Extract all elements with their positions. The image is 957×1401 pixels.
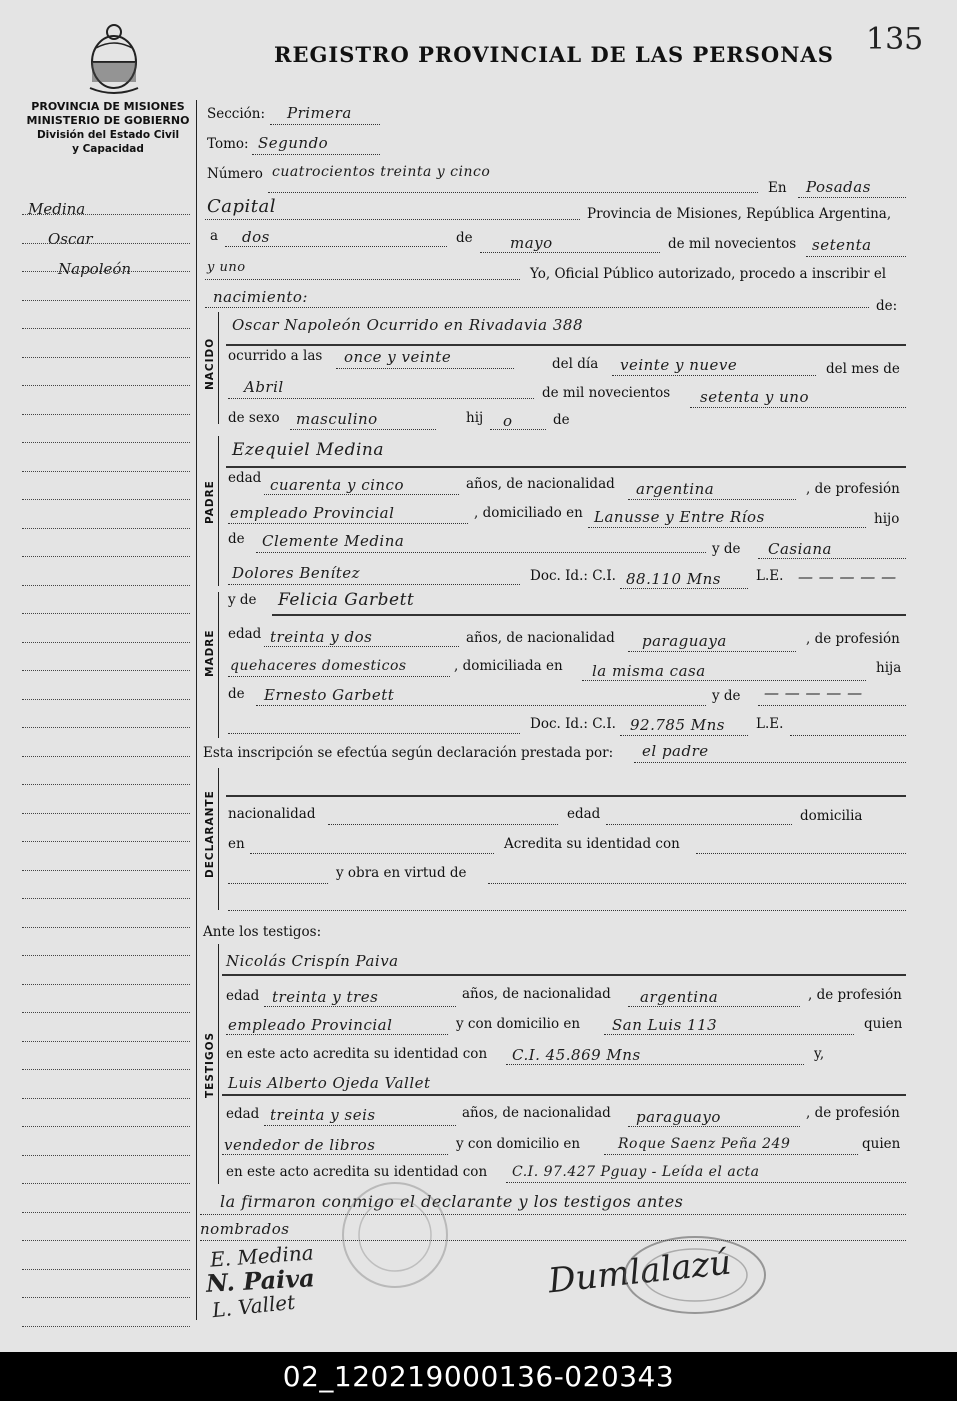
- nacido-anio: setenta y uno: [700, 388, 809, 406]
- margin-ruled-line: [22, 499, 190, 500]
- tipo-inscripcion: nacimiento:: [213, 288, 308, 306]
- image-id-footer: 02_120219000136-020343: [0, 1352, 957, 1401]
- page-title: REGISTRO PROVINCIAL DE LAS PERSONAS: [274, 42, 834, 67]
- margin-ruled-line: [22, 300, 190, 301]
- madre-edad: treinta y dos: [270, 628, 373, 646]
- cierre-linea-1: la firmaron conmigo el declarante y los testigos antes: [220, 1192, 684, 1211]
- fecha-anio-cont: y uno: [207, 260, 246, 275]
- section-tag-testigos: TESTIGOS: [204, 1031, 216, 1098]
- testigos-ante-label: Ante los testigos:: [203, 924, 322, 940]
- madre-hija-label: hija: [876, 660, 902, 676]
- abuelo-materno: Ernesto Garbett: [264, 686, 395, 704]
- testigo2-prof-label: , de profesión: [806, 1105, 900, 1121]
- testigo2-acredita: C.I. 97.427 Pguay - Leída el acta: [512, 1164, 760, 1180]
- testigo2-nombre: Luis Alberto Ojeda Vallet: [228, 1074, 431, 1092]
- madre-dom-label: , domiciliada en: [454, 658, 563, 674]
- declarante-nac-label: nacionalidad: [228, 806, 316, 822]
- declarante-dom-label: domicilia: [800, 808, 863, 824]
- de-end-label: de:: [876, 298, 898, 314]
- nacido-hora: once y veinte: [344, 348, 452, 366]
- margin-ruled-line: [22, 1212, 190, 1213]
- madre-domicilio: la misma casa: [592, 662, 706, 680]
- madre-profesion: quehaceres domesticos: [230, 658, 407, 674]
- margin-ruled-line: [22, 385, 190, 386]
- nacido-dia: veinte y nueve: [620, 356, 738, 374]
- signature-testigo2: L. Vallet: [210, 1289, 297, 1323]
- hij-label: hij: [466, 410, 484, 426]
- testigo1-edad: treinta y tres: [272, 988, 379, 1006]
- declarante-acredita-label: Acredita su identidad con: [504, 836, 680, 852]
- padre-edad: cuarenta y cinco: [270, 476, 404, 494]
- margin-ruled-line: [22, 1012, 190, 1013]
- declarante-edad-label: edad: [567, 806, 601, 822]
- testigo1-dom-label: y con domicilio en: [456, 1016, 581, 1032]
- padre-doc-label: Doc. Id.: C.I.: [530, 568, 616, 584]
- section-tag-madre: MADRE: [204, 629, 216, 677]
- section-tag-padre: PADRE: [204, 480, 216, 524]
- margin-first-name: Oscar: [48, 230, 93, 248]
- provincia-text: Provincia de Misiones, República Argentina,: [587, 206, 892, 222]
- declarante-en-label: en: [228, 836, 245, 852]
- margin-ruled-line: [22, 642, 190, 643]
- madre-nac-label: años, de nacionalidad: [466, 630, 615, 646]
- margin-ruled-line: [22, 898, 190, 899]
- testigo1-nac-label: años, de nacionalidad: [462, 986, 611, 1002]
- margin-ruled-line: [22, 1240, 190, 1241]
- fecha-anio: setenta: [812, 236, 872, 254]
- signature-testigo1: N. Paiva: [205, 1263, 316, 1298]
- margin-ruled-line: [22, 1183, 190, 1184]
- ocurrido-label: ocurrido a las: [228, 348, 323, 364]
- madre-prof-label: , de profesión: [806, 631, 900, 647]
- testigo1-y-label: y,: [814, 1046, 825, 1062]
- madre-nacionalidad: paraguaya: [642, 632, 727, 650]
- sexo-label: de sexo: [228, 410, 280, 426]
- mil-label: de mil novecientos: [668, 236, 797, 252]
- padre-nombre: Ezequiel Medina: [232, 440, 384, 460]
- testigo2-profesion: vendedor de libros: [224, 1136, 376, 1154]
- margin-ruled-line: [22, 442, 190, 443]
- agency-line-3: División del Estado Civil: [36, 129, 180, 141]
- declarante-virtud-label: y obra en virtud de: [336, 865, 467, 881]
- madre-nombre: Felicia Garbett: [278, 590, 415, 610]
- official-stamp-icon: [620, 1230, 770, 1320]
- en-value: Posadas: [806, 178, 871, 196]
- section-tag-declarante: DECLARANTE: [204, 790, 216, 878]
- testigo2-edad-label: edad: [226, 1106, 260, 1122]
- testigo2-nac-label: años, de nacionalidad: [462, 1105, 611, 1121]
- margin-ruled-line: [22, 1041, 190, 1042]
- nacido-de-label: de: [553, 412, 570, 428]
- coat-of-arms-icon: [86, 18, 142, 96]
- page-number: 135: [866, 22, 924, 57]
- signature-declarante: E. Medina: [209, 1240, 315, 1272]
- en-cont-value: Capital: [207, 196, 277, 217]
- nacido-mil-label: de mil novecientos: [542, 385, 671, 401]
- testigo2-nacionalidad: paraguayo: [636, 1108, 721, 1126]
- tomo-label: Tomo:: [207, 136, 249, 152]
- seccion-value: Primera: [287, 104, 352, 122]
- margin-ruled-line: [22, 613, 190, 614]
- en-label: En: [768, 180, 787, 196]
- margin-ruled-line: [22, 927, 190, 928]
- oficial-text: Yo, Oficial Público autorizado, procedo a inscribir el: [530, 266, 887, 282]
- margin-ruled-line: [22, 984, 190, 985]
- madre-le-label: L.E.: [756, 716, 784, 732]
- madre-yde2-label: y de: [712, 688, 741, 704]
- numero-label: Número: [207, 166, 263, 182]
- fecha-mes: mayo: [510, 234, 553, 252]
- margin-ruled-line: [22, 955, 190, 956]
- testigo1-nombre: Nicolás Crispín Paiva: [226, 952, 399, 970]
- margin-ruled-line: [22, 1155, 190, 1156]
- padre-edad-label: edad: [228, 470, 262, 486]
- testigo2-acredita-label: en este acto acredita su identidad con: [226, 1164, 488, 1180]
- margin-ruled-line: [22, 528, 190, 529]
- agency-line-4: y Capacidad: [72, 143, 144, 155]
- testigo1-acredita-label: en este acto acredita su identidad con: [226, 1046, 488, 1062]
- padre-profesion: empleado Provincial: [230, 504, 395, 522]
- numero-value: cuatrocientos treinta y cinco: [272, 164, 491, 180]
- margin-ruled-line: [22, 670, 190, 671]
- margin-ruled-line: [22, 585, 190, 586]
- margin-ruled-line: [22, 214, 190, 215]
- margin-ruled-line: [22, 243, 190, 244]
- margin-ruled-line: [22, 727, 190, 728]
- padre-nac-label: años, de nacionalidad: [466, 476, 615, 492]
- signature-oficial: Dumlalazú: [546, 1242, 734, 1302]
- cierre-linea-2: nombrados: [200, 1220, 290, 1238]
- margin-ruled-line: [22, 556, 190, 557]
- seccion-label: Sección:: [207, 106, 266, 122]
- margin-ruled-line: [22, 1326, 190, 1327]
- padre-prof-label: , de profesión: [806, 481, 900, 497]
- madre-de-label: de: [228, 686, 245, 702]
- margin-ruled-line: [22, 414, 190, 415]
- margin-ruled-line: [22, 1269, 190, 1270]
- abuela-materna: — — — — —: [764, 684, 863, 702]
- margin-ruled-line: [22, 1069, 190, 1070]
- section-tag-nacido: NACIDO: [204, 337, 216, 390]
- madre-doc: 92.785 Mns: [630, 716, 725, 734]
- padre-domicilio: Lanusse y Entre Ríos: [594, 508, 765, 526]
- nacido-nombre: Oscar Napoleón Ocurrido en Rivadavia 388: [232, 316, 583, 334]
- agency-block: [20, 100, 196, 156]
- testigo1-quien-label: quien: [864, 1016, 903, 1032]
- a-label: a: [210, 228, 219, 244]
- margin-ruled-line: [22, 328, 190, 329]
- padre-nacionalidad: argentina: [636, 480, 715, 498]
- abuelo-paterno: Clemente Medina: [262, 532, 405, 550]
- margin-ruled-line: [22, 357, 190, 358]
- testigo2-dom-label: y con domicilio en: [456, 1136, 581, 1152]
- testigo1-nacionalidad: argentina: [640, 988, 719, 1006]
- nacido-hij: o: [503, 412, 513, 430]
- padre-yde-label: y de: [712, 541, 741, 557]
- testigo2-domicilio: Roque Saenz Peña 249: [618, 1136, 791, 1152]
- padre-le-label: L.E.: [756, 568, 784, 584]
- testigo2-edad: treinta y seis: [270, 1106, 376, 1124]
- del-mes-label: del mes de: [826, 361, 900, 377]
- agency-line-2: MINISTERIO DE GOBIERNO: [26, 114, 190, 127]
- margin-ruled-line: [22, 784, 190, 785]
- declaracion-por: el padre: [642, 742, 709, 760]
- madre-edad-label: edad: [228, 626, 262, 642]
- padre-le: — — — — —: [798, 568, 897, 586]
- margin-ruled-line: [22, 271, 190, 272]
- declaracion-text: Esta inscripción se efectúa según declaración prestada por:: [203, 745, 614, 761]
- margin-ruled-line: [22, 756, 190, 757]
- del-dia-label: del día: [552, 356, 599, 372]
- margin-middle-name: Napoleón: [58, 260, 132, 278]
- nacido-mes: Abril: [244, 378, 284, 396]
- testigo1-prof-label: , de profesión: [808, 987, 902, 1003]
- tomo-value: Segundo: [258, 134, 329, 152]
- padre-doc: 88.110 Mns: [626, 570, 721, 588]
- round-seal-icon: [330, 1180, 460, 1290]
- padre-dom-label: , domiciliado en: [474, 505, 583, 521]
- testigo1-profesion: empleado Provincial: [228, 1016, 393, 1034]
- main-border: [196, 100, 197, 1320]
- abuela-paterna: Casiana: [768, 540, 832, 558]
- margin-ruled-line: [22, 1098, 190, 1099]
- testigo1-edad-label: edad: [226, 988, 260, 1004]
- agency-line-1: PROVINCIA DE MISIONES: [31, 100, 185, 113]
- testigo1-domicilio: San Luis 113: [612, 1016, 718, 1034]
- margin-ruled-line: [22, 471, 190, 472]
- madre-doc-label: Doc. Id.: C.I.: [530, 716, 616, 732]
- nacido-sexo: masculino: [296, 410, 378, 428]
- testigo2-quien-label: quien: [862, 1136, 901, 1152]
- abuela-paterna-cont: Dolores Benítez: [232, 564, 361, 582]
- margin-surname: Medina: [28, 200, 86, 218]
- de-label: de: [456, 230, 473, 246]
- padre-de-label: de: [228, 531, 245, 547]
- margin-ruled-line: [22, 699, 190, 700]
- padre-hijo-label: hijo: [874, 511, 900, 527]
- margin-ruled-line: [22, 1126, 190, 1127]
- margin-ruled-line: [22, 813, 190, 814]
- testigo1-acredita: C.I. 45.869 Mns: [512, 1046, 641, 1064]
- margin-ruled-line: [22, 841, 190, 842]
- fecha-dia: dos: [242, 228, 270, 246]
- margin-ruled-line: [22, 870, 190, 871]
- madre-yde-label: y de: [228, 592, 257, 608]
- margin-ruled-line: [22, 1297, 190, 1298]
